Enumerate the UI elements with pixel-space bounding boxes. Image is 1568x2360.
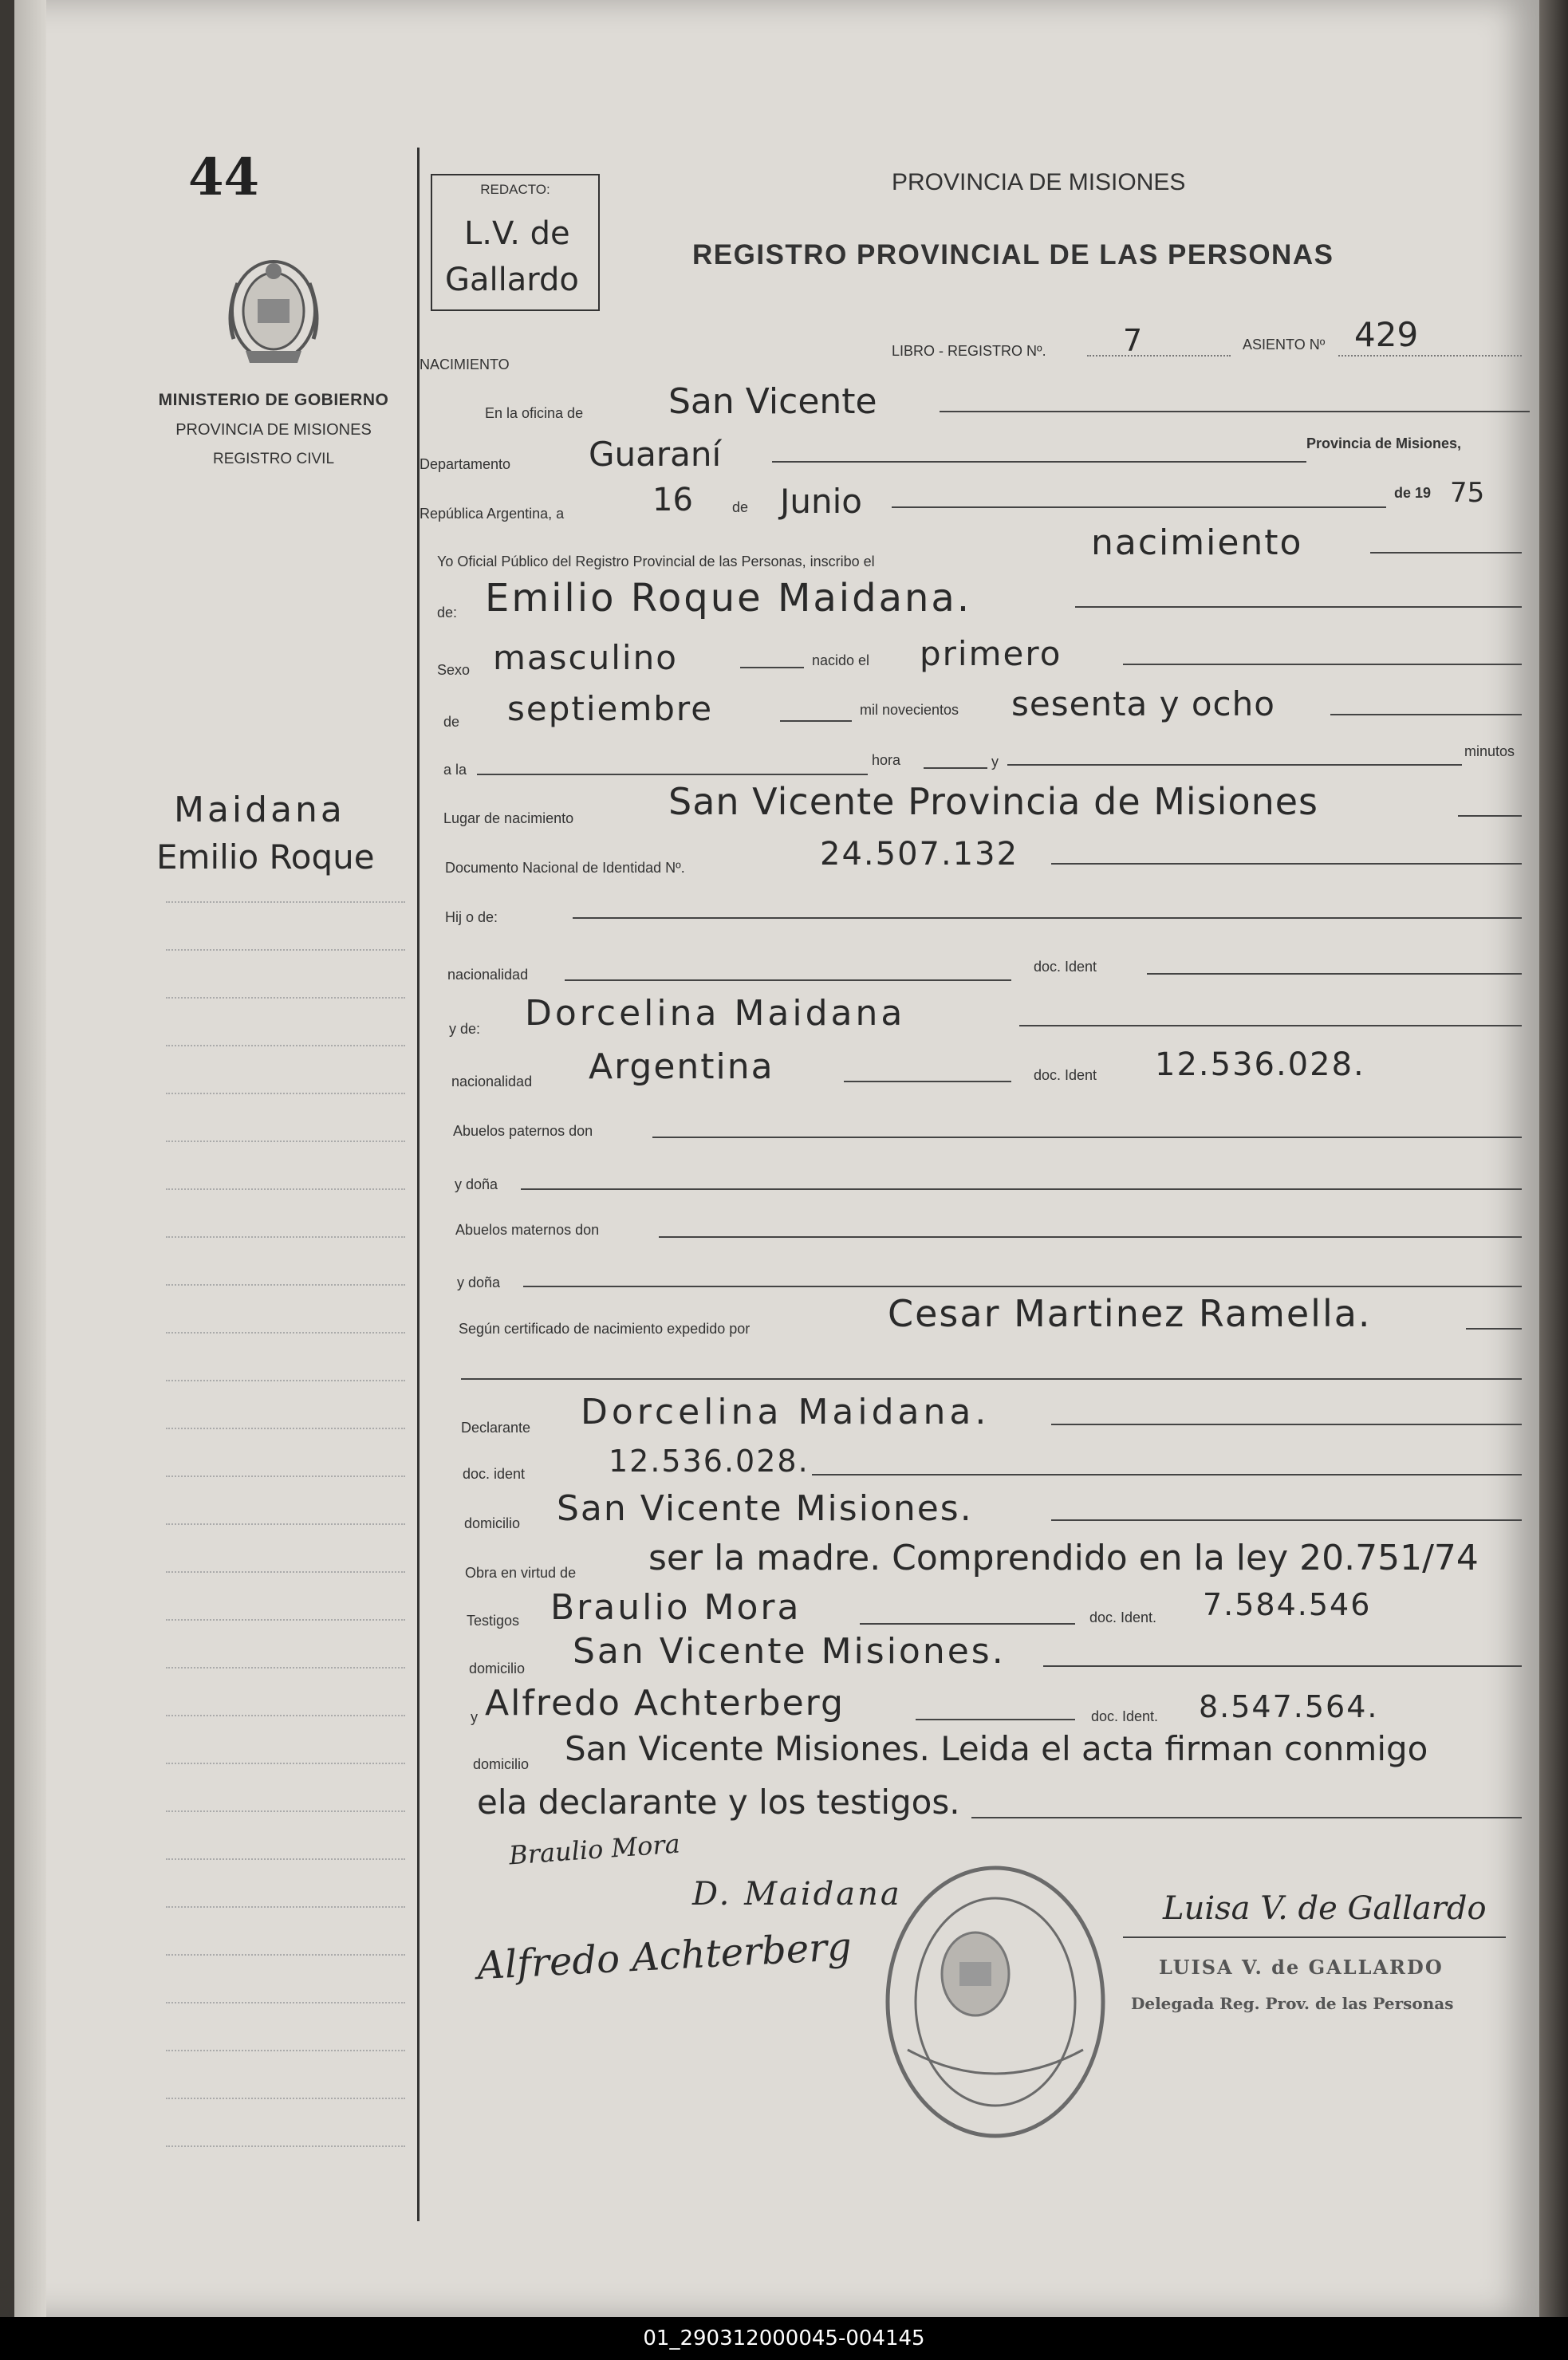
decl-doc-label: doc. ident [463,1466,526,1482]
margin-dotted-line [166,2145,405,2147]
register-page [14,0,1539,2317]
birth-month-line [780,720,852,722]
lugar-value: San Vicente Provincia de Misiones [668,780,1319,823]
ministry-name: MINISTERIO DE GOBIERNO [158,391,389,409]
signature-gallardo: Luisa V. de Gallardo [1163,1890,1487,1927]
margin-dotted-line [166,1858,405,1860]
sexo-line [740,667,804,668]
oficina-value: San Vicente [668,381,877,422]
redacto-label: REDACTO: [480,182,550,197]
certificado-label: Según certificado de nacimiento expedido por [459,1321,751,1337]
image-id-footer: 01_290312000045-004145 [0,2317,1568,2360]
mother-line [1019,1025,1522,1026]
redacto-line2: Gallardo [445,262,579,298]
margin-dotted-line [166,1715,405,1716]
nacionalidad-label: nacionalidad [447,967,529,983]
doc-ident-label: doc. Ident [1034,959,1097,975]
testigo2-line [916,1719,1075,1720]
margin-dotted-line [166,1236,405,1238]
sexo-label: Sexo [437,662,471,678]
lugar-label: Lugar de nacimiento [443,810,574,826]
minutos-label: minutos [1464,743,1515,759]
hijo-line [573,917,1522,919]
libro-dots [1087,355,1231,357]
redacto-box [431,174,600,311]
header-registry: REGISTRO PROVINCIAL DE LAS PERSONAS [692,239,1334,270]
y-dona-label: y doña [455,1176,498,1192]
libro-label: LIBRO - REGISTRO Nº. [892,343,1046,359]
domicilio2-value: San Vicente Misiones. [573,1631,1006,1672]
registry-seal-stamp-icon [876,1858,1115,2145]
signature-maidana: D. Maidana [692,1876,902,1913]
ministry-province: PROVINCIA DE MISIONES [175,421,372,439]
mother-value: Dorcelina Maidana [525,993,906,1034]
oficina-line [940,411,1530,412]
mother-doc-value: 12.536.028. [1155,1046,1365,1083]
margin-dotted-line [166,1475,405,1477]
obra-label: Obra en virtud de [465,1565,577,1581]
book-spine [14,0,46,2317]
domicilio3-label: domicilio [473,1756,530,1772]
margin-dotted-line [166,1763,405,1764]
testigos-label: Testigos [467,1613,520,1629]
dni-value: 24.507.132 [820,836,1019,873]
provincia-suffix: Provincia de Misiones, [1306,435,1462,451]
y-dona2-line [523,1286,1522,1287]
domicilio2-line [1043,1665,1522,1667]
margin-dotted-line [166,1571,405,1573]
testigo2-value: Alfredo Achterberg [485,1683,845,1724]
libro-value: 7 [1123,323,1143,358]
margin-dotted-line [166,1428,405,1429]
margin-dotted-line [166,1667,405,1669]
testigo2-doc-value: 8.547.564. [1199,1689,1379,1724]
asiento-label: ASIENTO Nº [1243,337,1326,353]
margin-dotted-line [166,1380,405,1381]
margin-dotted-line [166,1523,405,1525]
oficial-value: nacimiento [1091,522,1303,563]
month-value: Junio [780,482,862,521]
official-role: Delegada Reg. Prov. de las Personas [1131,1994,1454,2013]
y-dona-line [521,1188,1522,1190]
asiento-value: 429 [1354,315,1419,354]
hora-line [477,774,868,775]
birth-year-line [1330,714,1522,715]
certificado-value: Cesar Martinez Ramella. [888,1292,1372,1335]
abuelos-maternos-line [659,1236,1522,1238]
dni-line [1051,863,1522,865]
margin-dotted-line [166,1332,405,1334]
decl-doc-value: 12.536.028. [609,1444,810,1479]
margin-dotted-line [166,1188,405,1190]
margin-dotted-line [166,2002,405,2003]
margin-dotted-line [166,1093,405,1094]
full-name-value: Emilio Roque Maidana. [485,576,972,621]
de-label: de [732,499,749,515]
margin-dotted-line [166,1045,405,1046]
margin-dotted-line [166,1141,405,1142]
certificado-line2 [461,1378,1522,1380]
abuelos-paternos-label: Abuelos paternos don [453,1123,593,1139]
departamento-line [772,461,1306,463]
nacionalidad-line [565,979,1011,981]
abuelos-paternos-line [652,1137,1522,1138]
hora-line2 [924,767,987,769]
name-line [1075,606,1522,608]
closing-value: ela declarante y los testigos. [477,1783,960,1822]
margin-dotted-line [166,2098,405,2099]
year-value: 75 [1450,477,1485,509]
y-dona2-label: y doña [457,1275,501,1290]
mil-label: mil novecientos [860,702,959,718]
de2-label: de [443,714,460,730]
margin-dotted-line [166,1619,405,1621]
hijo-label: Hij o de: [445,909,498,925]
header-province: PROVINCIA DE MISIONES [892,169,1186,195]
declarante-label: Declarante [461,1420,531,1436]
domicilio2-label: domicilio [469,1661,526,1676]
year-label: de 19 [1394,485,1432,501]
ministry-registry: REGISTRO CIVIL [212,451,335,467]
margin-dotted-line [166,901,405,903]
nacido-label: nacido el [812,652,870,668]
margin-dotted-line [166,997,405,999]
doc-ident2-label: doc. Ident [1034,1067,1097,1083]
testigo1-doc-label: doc. Ident. [1089,1609,1157,1625]
domicilio-label: domicilio [464,1515,521,1531]
folio-number: 44 [188,148,260,207]
nacido-value: primero [920,634,1062,673]
signature-braulio: Braulio Mora [507,1828,681,1871]
decl-doc-line [812,1474,1522,1475]
margin-dotted-line [166,1284,405,1286]
y-de-label: y de: [449,1021,481,1037]
testigo1-doc-value: 7.584.546 [1203,1587,1372,1622]
nacido-line [1123,664,1522,665]
lugar-line [1458,815,1522,817]
republica-label: República Argentina, a [420,506,565,522]
margin-surname: Maidana [174,790,345,830]
domicilio-value: San Vicente Misiones. [557,1488,973,1529]
testigo1-value: Braulio Mora [550,1587,802,1628]
margin-dotted-line [166,1810,405,1812]
margin-dotted-line [166,949,405,951]
official-name: LUISA V. de GALLARDO [1159,1956,1444,1979]
y-label: y [991,754,999,770]
margin-dotted-line [166,2050,405,2051]
margin-dotted-line [166,1954,405,1956]
margin-dotted-line [166,1906,405,1908]
nacionalidad2-label: nacionalidad [451,1074,533,1089]
doc-ident-line [1147,973,1522,975]
signature-achterberg: Alfredo Achterberg [475,1924,853,1989]
certificado-line [1466,1328,1522,1330]
obra-value: ser la madre. Comprendido en la ley 20.751/74 [648,1538,1479,1578]
departamento-value: Guaraní [589,435,722,474]
abuelos-maternos-label: Abuelos maternos don [455,1222,600,1238]
signature-gallardo-line [1123,1936,1506,1938]
minutos-line [1007,764,1462,766]
page-edge-shadow [1539,0,1568,2317]
birth-year-value: sesenta y ocho [1011,684,1275,723]
sexo-value: masculino [493,638,678,677]
closing-line [971,1817,1522,1818]
month-line [892,506,1386,508]
de-name-label: de: [437,605,458,621]
birth-month-value: septiembre [507,689,714,728]
redacto-line1: L.V. de [464,215,570,252]
act-type-label: NACIMIENTO [420,357,510,372]
hora-label: hora [872,752,901,768]
declarante-value: Dorcelina Maidana. [581,1392,991,1432]
mother-nat-line [844,1081,1011,1082]
mother-nat-value: Argentina [589,1046,774,1087]
dni-label: Documento Nacional de Identidad Nº. [445,860,685,876]
oficina-label: En la oficina de [485,405,584,421]
testigo1-line [860,1623,1075,1625]
day-value: 16 [652,482,693,518]
y2-label: y [471,1709,478,1725]
domicilio3-value: San Vicente Misiones. Leida el acta firman conmigo [565,1729,1428,1768]
declarante-line [1051,1424,1522,1425]
testigo2-doc-label: doc. Ident. [1091,1708,1159,1724]
domicilio-line [1051,1519,1522,1521]
oficial-text: Yo Oficial Público del Registro Provincial de las Personas, inscribo el [437,554,875,569]
departamento-label: Departamento [420,456,511,472]
coat-of-arms-icon [218,251,329,371]
margin-given-names: Emilio Roque [156,837,375,877]
a-la-label: a la [443,762,467,778]
oficial-line [1370,552,1522,554]
ministry-block [134,391,413,468]
asiento-dots [1338,355,1522,357]
